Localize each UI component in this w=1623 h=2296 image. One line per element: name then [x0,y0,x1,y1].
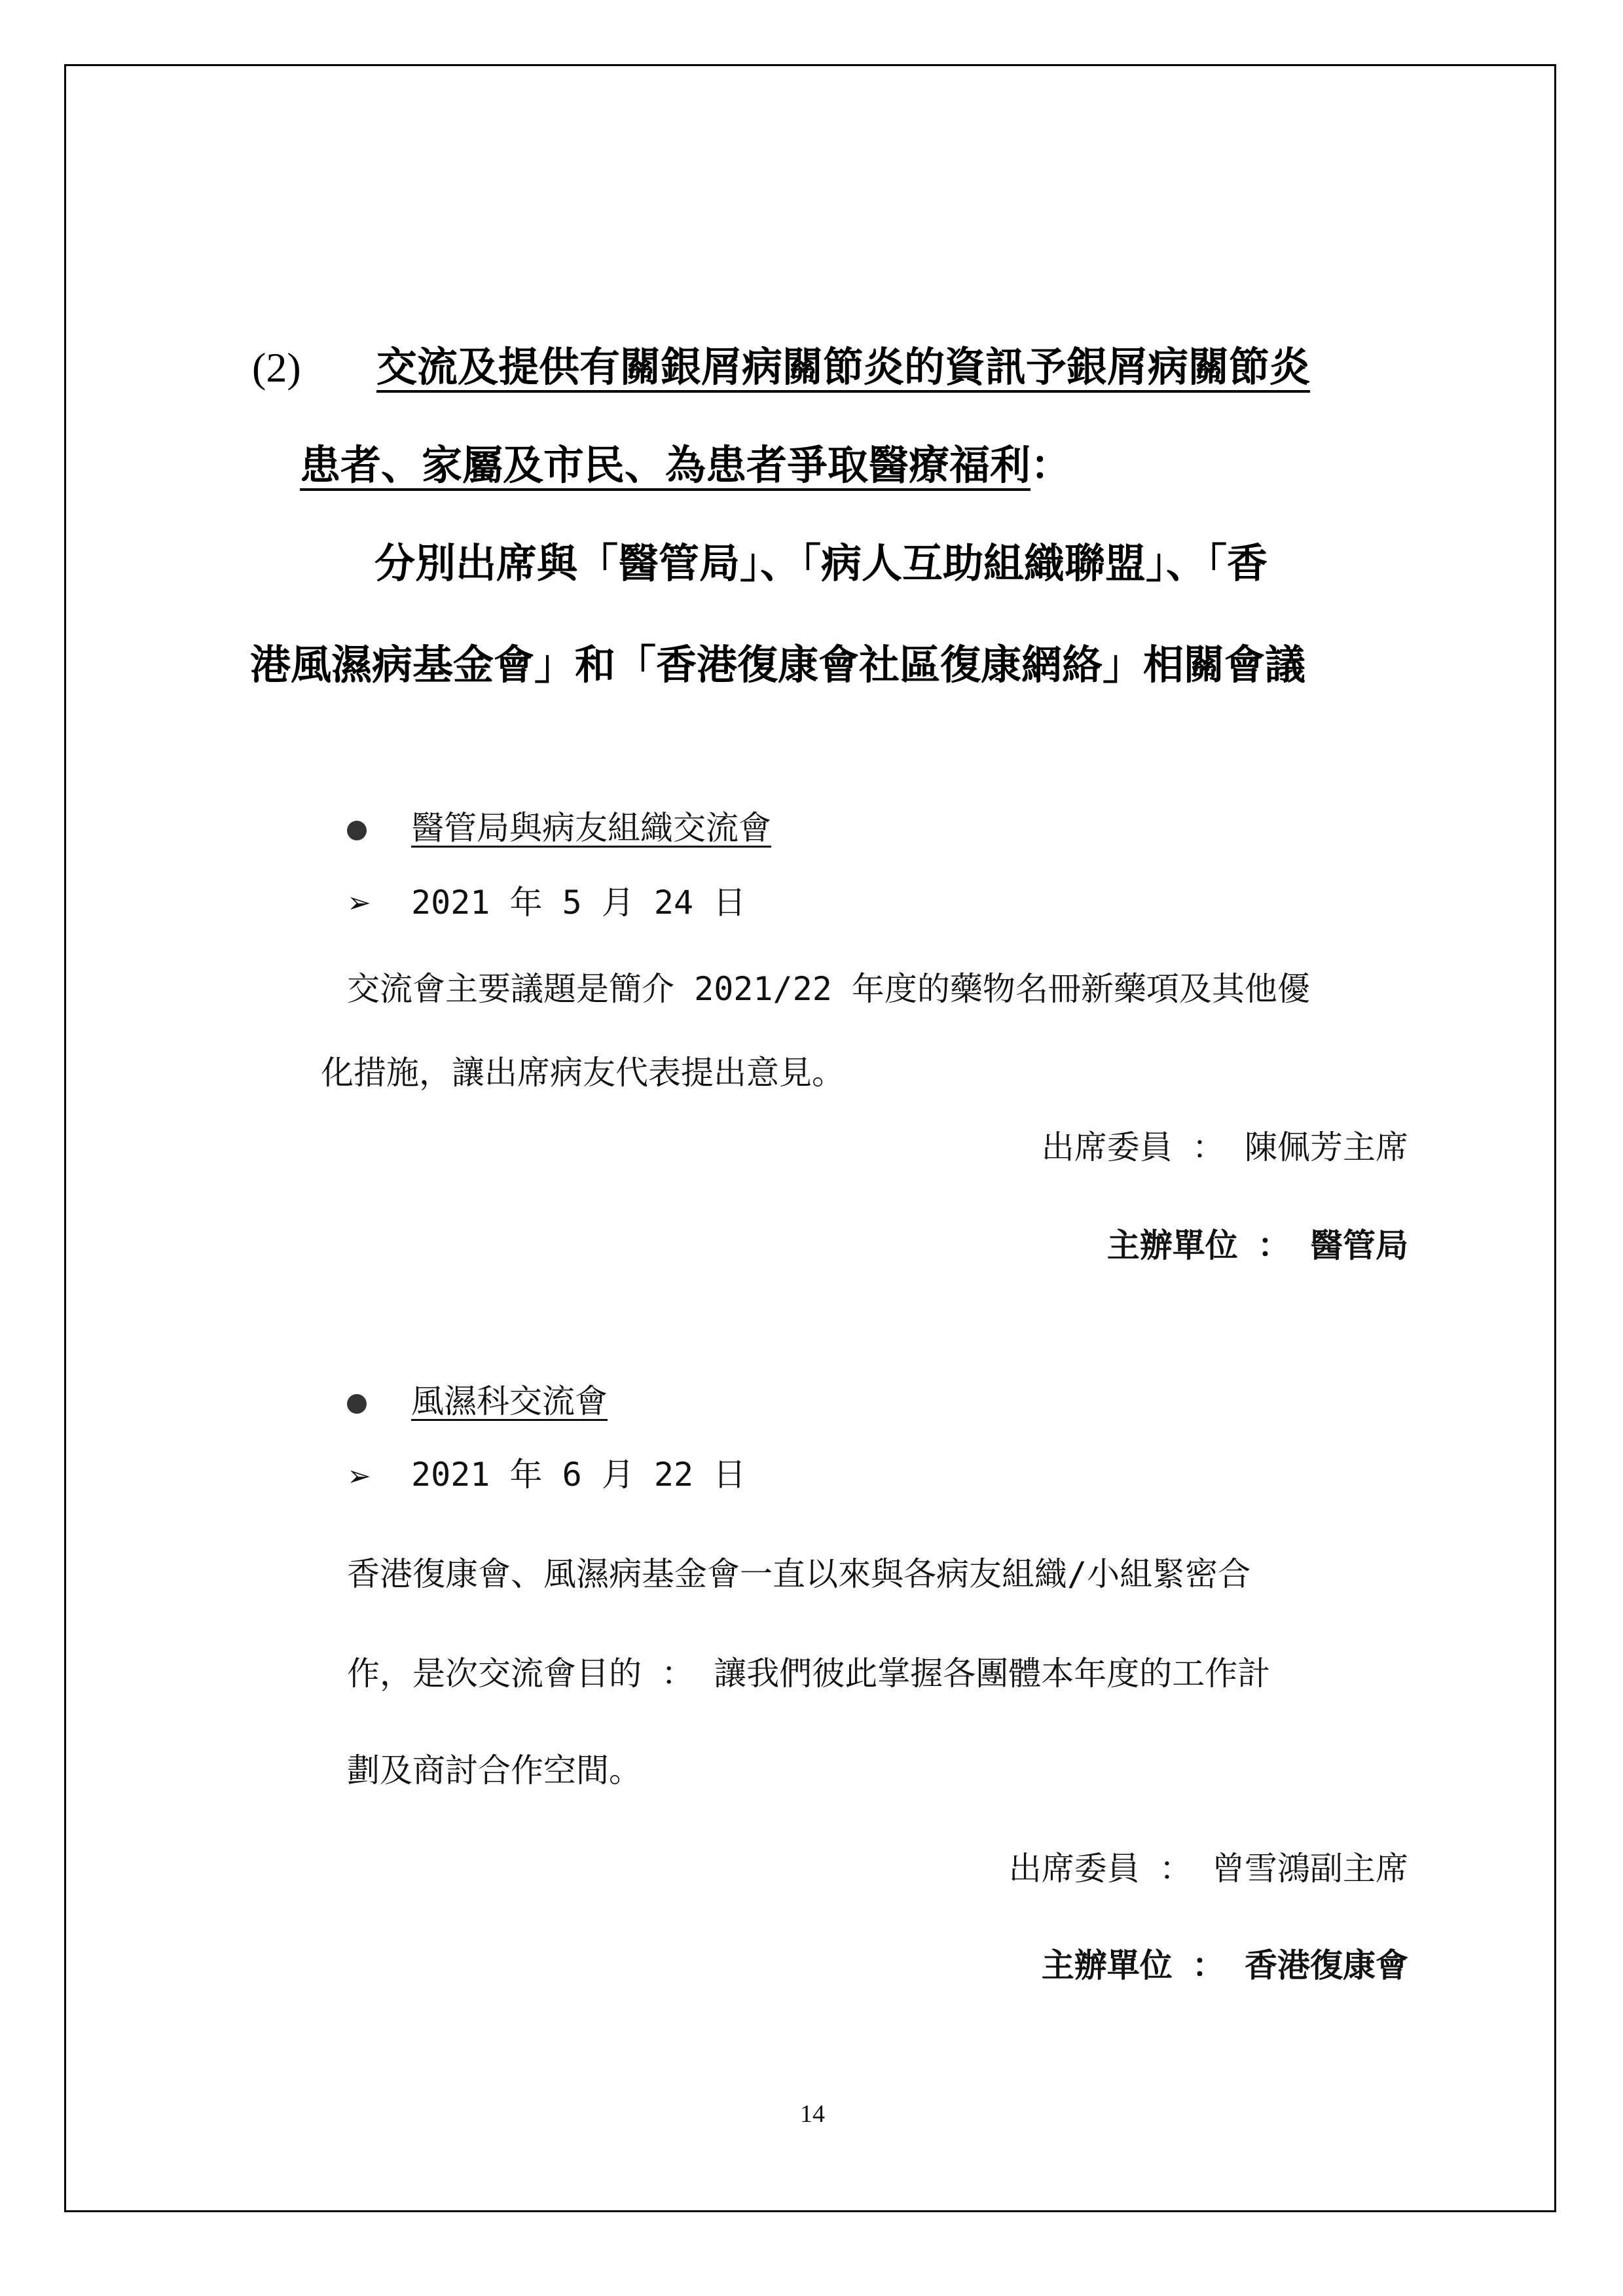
event-description-line: 香港復康會、風濕病基金會一直以來與各病友組織/小組緊密合 [347,1555,1251,1593]
section-number: (2) [252,344,301,391]
event-description-line: 化措施，讓出席病友代表提出意見。 [321,1054,845,1092]
event-description-line: 作，是次交流會目的 ： 讓我們彼此掌握各團體本年度的工作計 [347,1655,1271,1693]
event-organizer: 主辦單位 ： 香港復康會 [1041,1946,1408,1984]
bullet-icon [347,821,367,843]
arrow-bullet-icon: ➢ [347,886,371,920]
event-date: 2021 年 6 月 22 日 [411,1456,746,1494]
event-attendee: 出席委員 ： 陳佩芳主席 [1041,1128,1408,1166]
bullet-icon [347,1394,367,1416]
arrow-bullet-icon: ➢ [347,1460,371,1493]
event-description-line: 劃及商討合作空間。 [347,1751,642,1789]
event-organizer: 主辦單位 ： 醫管局 [1106,1227,1408,1265]
section-subtitle-line2: 港風濕病基金會」和「香港復康會社區復康網絡」相關會議 [250,641,1306,689]
section-subtitle-line1: 分別出席與「醫管局」、「病人互助組織聯盟」、「香 [374,539,1268,587]
event-title: 風濕科交流會 [411,1382,608,1420]
event-title: 醫管局與病友組織交流會 [411,809,771,847]
section-title-line1: 交流及提供有關銀屑病關節炎的資訊予銀屑病關節炎 [376,343,1311,391]
page-number: 14 [800,2100,825,2128]
section-title-line2-text: 患者、家屬及市民、為患者爭取醫療福利 [300,441,1031,489]
event-description-line: 交流會主要議題是簡介 2021/22 年度的藥物名冊新藥項及其他優 [347,970,1310,1008]
event-attendee: 出席委員 ： 曾雪鴻副主席 [1008,1850,1408,1888]
section-title-line2-colon: ： [1030,441,1072,489]
section-title-line2 [300,441,1072,489]
event-date: 2021 年 5 月 24 日 [411,884,746,922]
